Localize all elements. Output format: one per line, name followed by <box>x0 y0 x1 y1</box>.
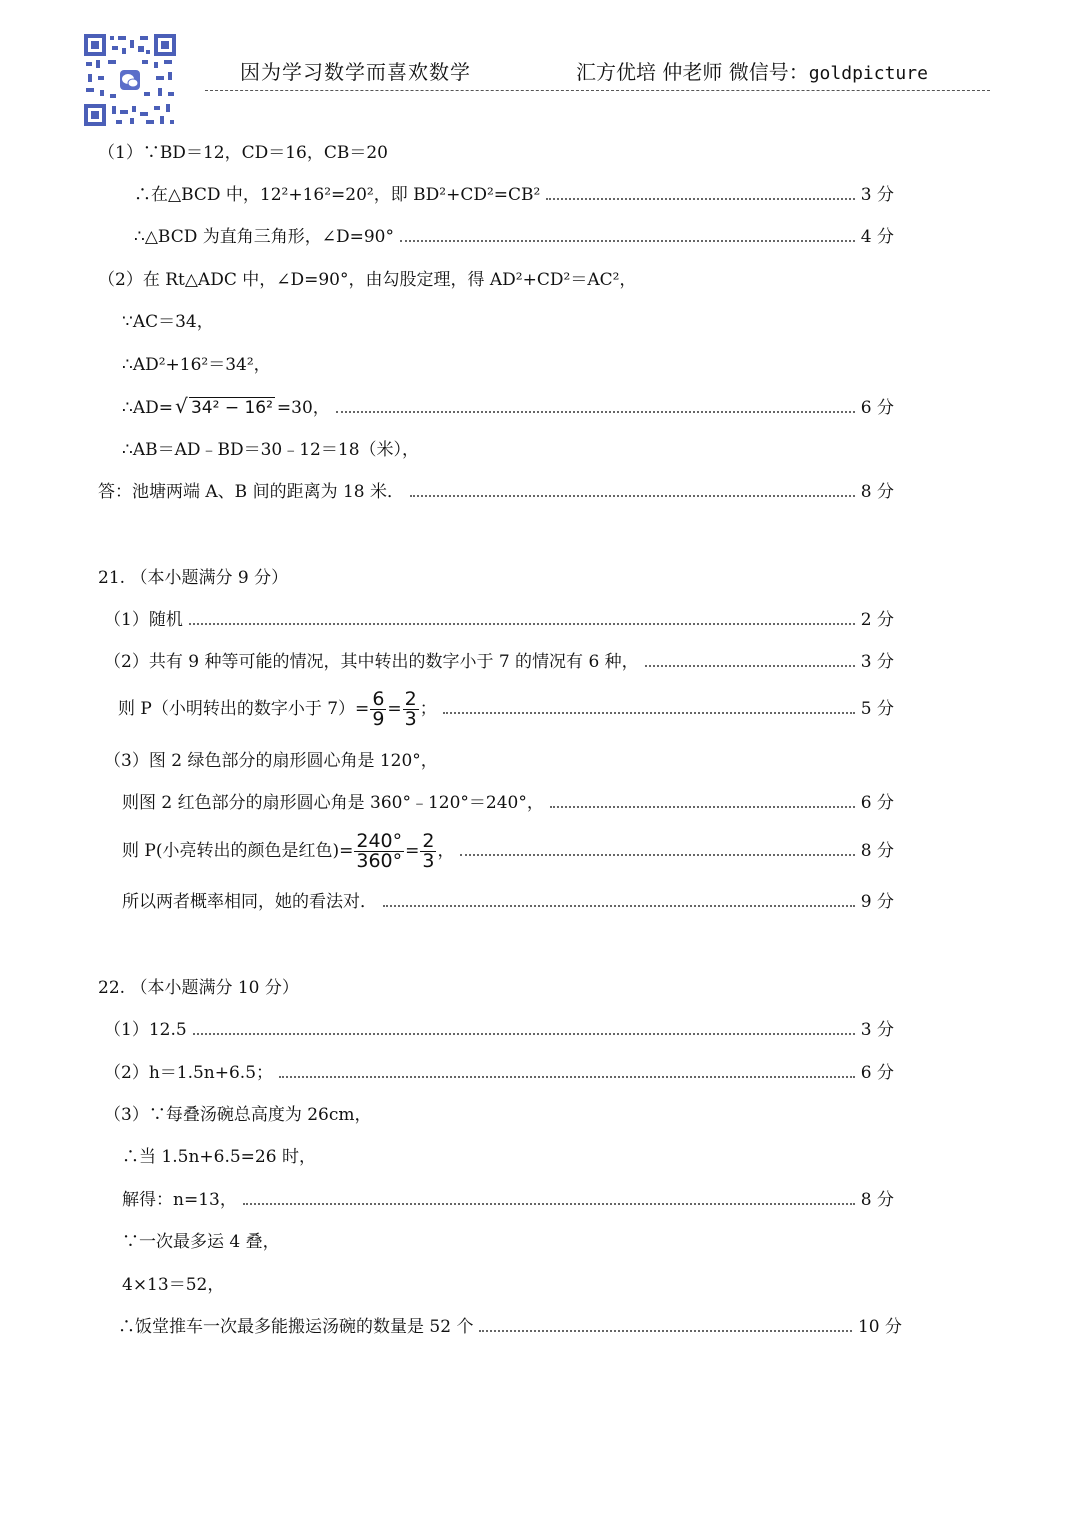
q21-part-3-red-angle-score: 6 分 <box>860 793 894 813</box>
sqrt-radicand: 34² − 16² <box>190 398 273 418</box>
q20-line-6: ∴AD²+16²＝34²， <box>122 355 271 375</box>
q22-part-3-equation: ∴当 1.5n+6.5=26 时， <box>122 1147 316 1167</box>
q21-part-2-score: 3 分 <box>860 652 894 672</box>
q20-line-2-text: ∴在△BCD 中，12²+16²=20²，即 BD²+CD²=CB² <box>134 185 541 205</box>
denominator: 3 <box>422 849 435 872</box>
q22-part-3-solve-text: 解得：n=13， <box>122 1190 237 1210</box>
header-contact <box>576 56 928 85</box>
q21-part-3-prob-score: 8 分 <box>860 841 894 861</box>
q21-conclusion-text: 所以两者概率相同，她的看法对． <box>122 892 377 912</box>
q22-part-2-score: 6 分 <box>860 1063 894 1083</box>
q22-conclusion <box>118 1315 902 1339</box>
q20-line-3 <box>134 225 894 249</box>
q20-line-7 <box>122 396 894 420</box>
dot-leader <box>279 1076 855 1078</box>
denominator: 9 <box>372 707 385 730</box>
q22-conclusion-score: 10 分 <box>857 1317 902 1337</box>
q21-conclusion-score: 9 分 <box>860 892 894 912</box>
q20-line-8: ∴AB＝AD﹣BD＝30﹣12＝18（米）， <box>122 440 420 460</box>
q21-part-2-prob-suffix: ； <box>419 699 437 719</box>
q21-part-2-probability <box>118 689 894 729</box>
q20-line-7-score: 6 分 <box>860 398 894 418</box>
radical-sign-icon: √ <box>174 394 188 418</box>
q20-line-2-score: 3 分 <box>860 185 894 205</box>
q22-part-1 <box>104 1018 894 1042</box>
numerator: 2 <box>422 829 435 852</box>
dot-leader <box>546 198 854 200</box>
q21-part-2-prob-score: 5 分 <box>860 699 894 719</box>
q20-line-9-score: 8 分 <box>860 482 894 502</box>
q20-line-2 <box>134 183 894 207</box>
header-slogan: 因为学习数学而喜欢数学 <box>240 60 471 84</box>
q21-part-3-prob-suffix: ， <box>437 841 455 861</box>
fraction-6-9 <box>370 687 386 730</box>
q21-part-3-red-angle <box>122 791 894 815</box>
q20-line-4: （2）在 Rt△ADC 中，∠D=90°，由勾股定理，得 AD²+CD²＝AC²， <box>98 270 637 290</box>
q21-part-3-prob-prefix: 则 P(小亮转出的颜色是红色)= <box>122 841 354 861</box>
dot-leader <box>383 905 855 907</box>
q20-line-5: ∵AC＝34， <box>122 312 214 332</box>
q22-part-1-score: 3 分 <box>860 1020 894 1040</box>
q20-line-9-text: 答：池塘两端 A、B 间的距离为 18 米． <box>98 482 405 502</box>
header-divider <box>205 90 990 91</box>
equals-sign: = <box>387 699 402 719</box>
q21-part-3-red-angle-text: 则图 2 红色部分的扇形圆心角是 360°﹣120°＝240°， <box>122 793 544 813</box>
q21-part-2-prob-prefix: 则 P（小明转出的数字小于 7）= <box>118 699 370 719</box>
header-org-teacher: 汇方优培 仲老师 微信号： <box>576 60 809 84</box>
q20-line-3-score: 4 分 <box>860 227 894 247</box>
q22-part-2 <box>104 1061 894 1085</box>
dot-leader <box>189 623 855 625</box>
fraction-2-3 <box>403 687 419 730</box>
dot-leader <box>479 1330 852 1332</box>
equals-sign: = <box>405 841 420 861</box>
denominator: 360° <box>356 849 403 872</box>
denominator: 3 <box>404 707 417 730</box>
dot-leader <box>550 806 855 808</box>
q21-part-3: （3）图 2 绿色部分的扇形圆心角是 120°， <box>104 751 438 771</box>
numerator: 240° <box>356 829 403 852</box>
q21-part-1 <box>104 608 894 632</box>
dot-leader <box>410 495 855 497</box>
numerator: 6 <box>372 687 385 710</box>
dot-leader <box>336 411 855 413</box>
q21-part-2-text: （2）共有 9 种等可能的情况，其中转出的数字小于 7 的情况有 6 种， <box>104 652 639 672</box>
q22-part-3-solve-score: 8 分 <box>860 1190 894 1210</box>
q22-title: 22. （本小题满分 10 分） <box>98 978 299 998</box>
q22-part-2-text: （2）h＝1.5n+6.5； <box>104 1063 274 1083</box>
q21-conclusion <box>122 890 894 914</box>
q22-part-3-stacks: ∵一次最多运 4 叠， <box>122 1232 280 1252</box>
numerator: 2 <box>404 687 417 710</box>
q20-line-7-prefix: ∴AD= <box>122 398 173 418</box>
dot-leader <box>443 712 855 714</box>
q21-part-2 <box>104 650 894 674</box>
q22-part-3-product: 4×13＝52， <box>122 1275 225 1295</box>
dot-leader <box>243 1203 855 1205</box>
q21-part-1-score: 2 分 <box>860 610 894 630</box>
q21-title: 21. （本小题满分 9 分） <box>98 568 289 588</box>
qr-code-image <box>82 32 178 128</box>
header-wechat-id: goldpicture <box>808 63 928 84</box>
dot-leader <box>400 240 855 242</box>
fraction-240-360 <box>354 829 404 872</box>
dot-leader <box>460 854 854 856</box>
q20-line-7-suffix: =30， <box>276 398 330 418</box>
q22-part-1-text: （1）12.5 <box>104 1020 187 1040</box>
q20-line-1: （1）∵BD＝12，CD＝16，CB＝20 <box>98 143 388 163</box>
q20-line-3-text: ∴△BCD 为直角三角形，∠D=90° <box>134 227 394 247</box>
fraction-2-3 <box>420 829 436 872</box>
q21-part-3-probability <box>122 830 894 872</box>
dot-leader <box>645 665 855 667</box>
sqrt-expression <box>175 396 275 420</box>
q22-part-3-solve <box>122 1188 894 1212</box>
q22-conclusion-text: ∴饭堂推车一次最多能搬运汤碗的数量是 52 个 <box>118 1317 474 1337</box>
q21-part-1-text: （1）随机 <box>104 610 183 630</box>
dot-leader <box>193 1033 855 1035</box>
q20-line-9 <box>98 480 894 504</box>
q22-part-3: （3）∵每叠汤碗总高度为 26cm， <box>104 1105 372 1125</box>
